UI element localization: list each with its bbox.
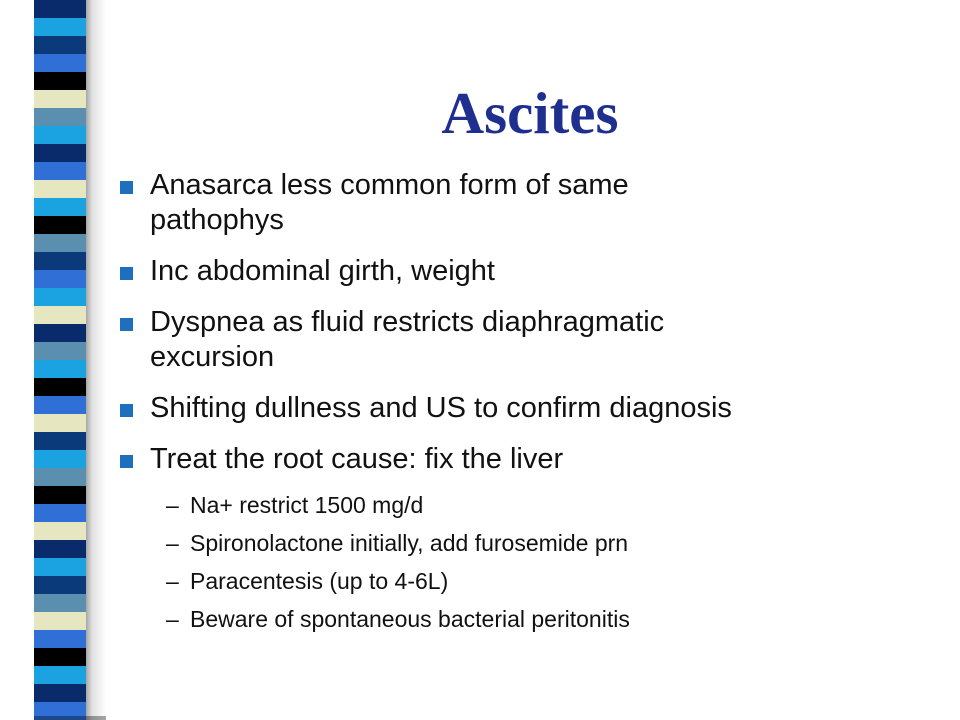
stripe-segment	[34, 234, 86, 252]
stripe-segment	[34, 468, 86, 486]
sub-bullet-list	[166, 491, 926, 643]
sub-bullet-item	[166, 491, 926, 519]
stripe-segment	[34, 522, 86, 540]
square-bullet-icon	[120, 318, 133, 331]
dash-bullet-icon: –	[166, 568, 179, 594]
bullet-text-line1: Anasarca less common form of same	[150, 169, 629, 201]
title-area	[0, 78, 960, 148]
stripe-segment	[34, 558, 86, 576]
stripe-segment	[34, 36, 86, 54]
bullet-text-line1: Inc abdominal girth, weight	[150, 255, 495, 287]
stripe-segment	[34, 432, 86, 450]
stripe-segment	[34, 648, 86, 666]
bullet-text-line1: Shifting dullness and US to confirm diagnosis	[150, 392, 732, 424]
stripe-segment	[34, 18, 86, 36]
bullet-item	[120, 305, 920, 375]
dash-bullet-icon: –	[166, 492, 179, 518]
sub-bullet-item	[166, 529, 926, 557]
stripe-segment	[34, 450, 86, 468]
square-bullet-icon	[120, 267, 133, 280]
bullet-item	[120, 168, 920, 238]
stripe-segment	[34, 594, 86, 612]
stripe-segment	[34, 630, 86, 648]
slide-title: Ascites	[441, 80, 619, 146]
stripe-segment	[34, 486, 86, 504]
sub-bullet-item	[166, 567, 926, 595]
stripe-segment	[34, 612, 86, 630]
bullet-text-line1: Dyspnea as fluid restricts diaphragmatic	[150, 306, 665, 338]
stripe-segment	[34, 414, 86, 432]
stripe-segment	[34, 576, 86, 594]
stripe-segment	[34, 198, 86, 216]
stripe-segment	[34, 0, 86, 18]
stripe-segment	[34, 378, 86, 396]
sub-bullet-text: Spironolactone initially, add furosemide prn	[190, 530, 629, 556]
sub-bullet-text: Beware of spontaneous bacterial peritonitis	[190, 606, 630, 632]
stripe-segment	[34, 666, 86, 684]
sub-bullet-item	[166, 605, 926, 633]
stripe-bottom-shadow	[34, 716, 106, 720]
dash-bullet-icon: –	[166, 606, 179, 632]
stripe-segment	[34, 54, 86, 72]
stripe-segment	[34, 504, 86, 522]
stripe-segment	[34, 162, 86, 180]
sub-bullet-text: Na+ restrict 1500 mg/d	[190, 492, 424, 518]
stripe-segment	[34, 270, 86, 288]
stripe-segment	[34, 684, 86, 702]
bullet-list	[120, 168, 920, 493]
stripe-segment	[34, 396, 86, 414]
stripe-segment	[34, 540, 86, 558]
stripe-segment	[34, 180, 86, 198]
square-bullet-icon	[120, 404, 133, 417]
sub-bullet-text: Paracentesis (up to 4-6L)	[190, 568, 449, 594]
stripe-segment	[34, 216, 86, 234]
stripe-segment	[34, 324, 86, 342]
stripe-segment	[34, 252, 86, 270]
dash-bullet-icon: –	[166, 530, 179, 556]
stripe-segment	[34, 360, 86, 378]
bullet-text-line2: excursion	[150, 341, 275, 373]
bullet-item	[120, 391, 920, 426]
stripe-segment	[34, 342, 86, 360]
bullet-text-line1: Treat the root cause: fix the liver	[150, 443, 564, 475]
bullet-item	[120, 442, 920, 477]
stripe-segment	[34, 306, 86, 324]
square-bullet-icon	[120, 455, 133, 468]
bullet-text-line2: pathophys	[150, 204, 284, 236]
bullet-item	[120, 254, 920, 289]
stripe-segment	[34, 288, 86, 306]
square-bullet-icon	[120, 181, 133, 194]
